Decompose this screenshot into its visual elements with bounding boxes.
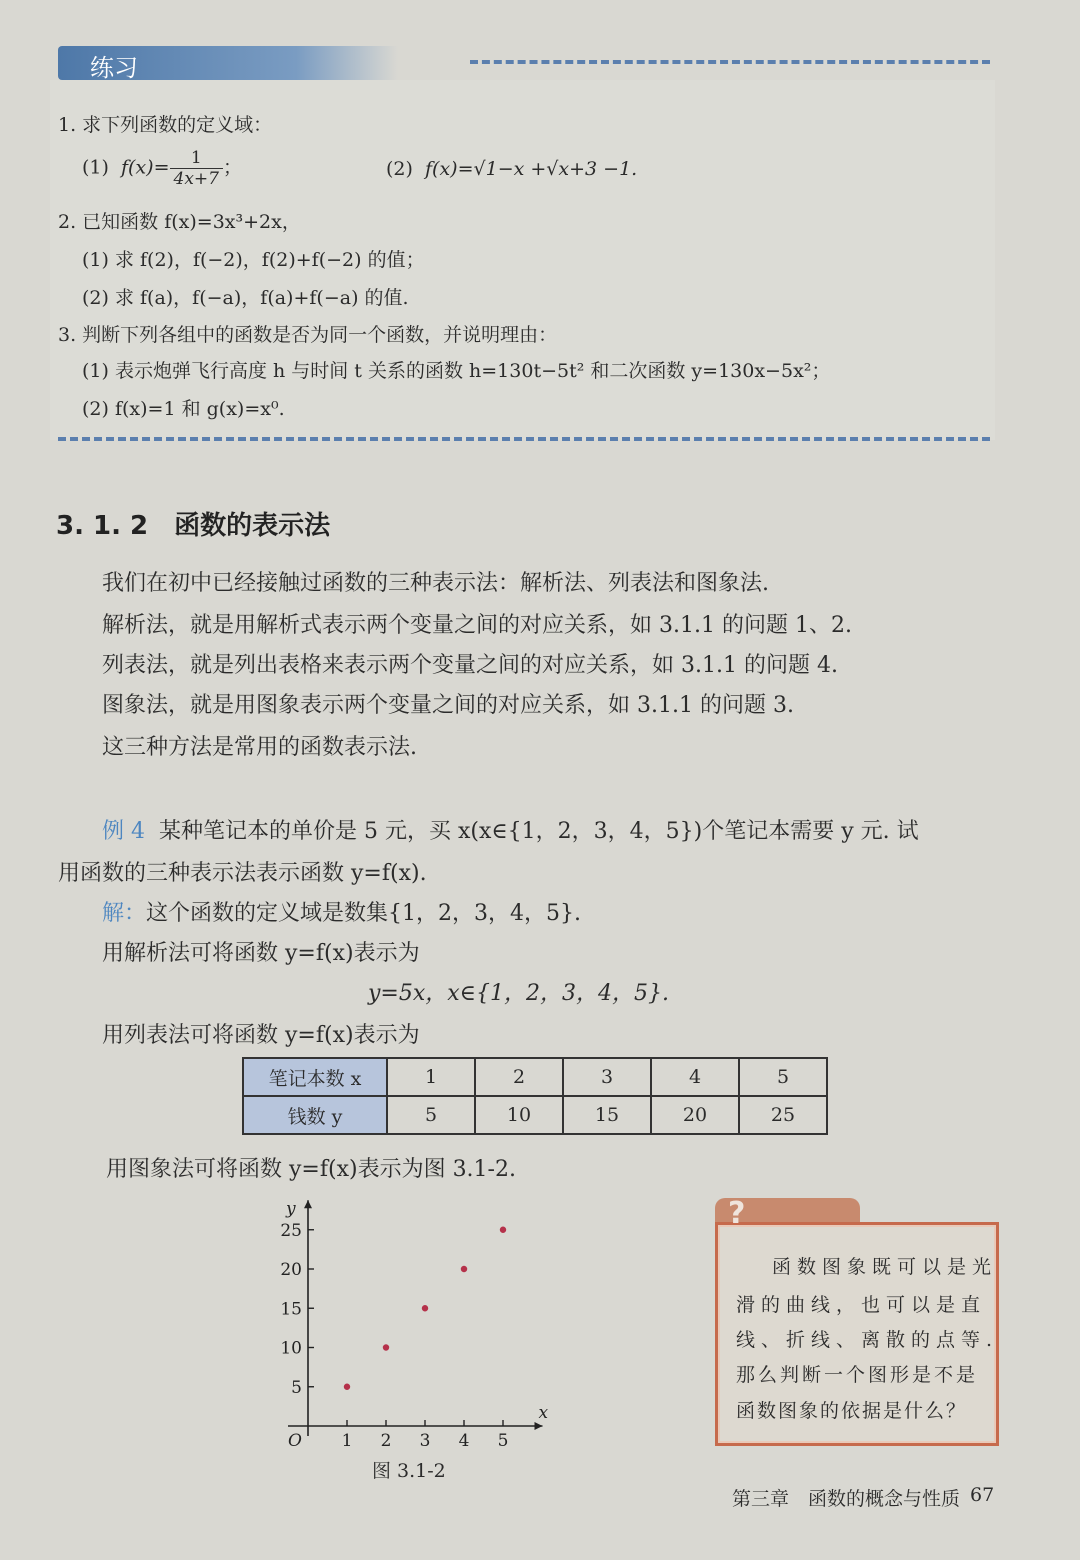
- table-cell: 20: [651, 1096, 739, 1134]
- y-axis-arrow-icon: [304, 1200, 312, 1208]
- table-cell: 2: [475, 1058, 563, 1096]
- data-point: [344, 1384, 350, 1390]
- section-paragraph: 我们在初中已经接触过函数的三种表示法：解析法、列表法和图象法.: [102, 571, 769, 596]
- table-header-y: 钱数 y: [243, 1096, 387, 1134]
- solution-formula: y=5x，x∈{1，2，3，4，5}.: [368, 981, 669, 1006]
- q1-part1-end: ；: [222, 156, 242, 179]
- table-row: [243, 1058, 827, 1096]
- q1-part1-label: (1): [82, 156, 109, 179]
- q1-part1: [82, 148, 242, 189]
- note-line: 那么判断一个图形是不是: [736, 1364, 979, 1386]
- section-paragraph: 这三种方法是常用的函数表示法.: [102, 735, 417, 760]
- q1-part1-lhs: f(x)=: [121, 156, 170, 179]
- table-cell: 5: [739, 1058, 827, 1096]
- table-row: [243, 1096, 827, 1134]
- footer-chapter: 第三章 函数的概念与性质: [732, 1488, 961, 1510]
- q1-part2-label: (2): [386, 158, 413, 180]
- q1-part2-expr: f(x)=√1−x +√x+3 −1.: [425, 158, 638, 180]
- example-line1-text: 某种笔记本的单价是 5 元，买 x(x∈{1，2，3，4，5})个笔记本需要 y 元. 试: [159, 819, 919, 844]
- y-tick-label: 25: [280, 1220, 302, 1241]
- data-point: [461, 1266, 467, 1272]
- x-tick-label: 4: [458, 1431, 470, 1451]
- x-tick-label: 2: [380, 1431, 392, 1451]
- table-cell: 3: [563, 1058, 651, 1096]
- q1-stem: 1. 求下列函数的定义域：: [58, 114, 273, 136]
- note-line: 线、折线、离散的点等.: [736, 1329, 999, 1351]
- y-tick-label: 10: [280, 1338, 302, 1359]
- fraction-numerator: 1: [170, 148, 223, 169]
- solution-line2: 用解析法可将函数 y=f(x)表示为: [102, 941, 420, 966]
- top-dashed-divider: [470, 60, 990, 64]
- q3-stem: 3. 判断下列各组中的函数是否为同一个函数，并说明理由：: [58, 324, 558, 346]
- y-tick-label: 5: [291, 1377, 302, 1398]
- value-table: [242, 1057, 828, 1135]
- section-title: 3. 1. 2 函数的表示法: [56, 511, 331, 541]
- example-label: 例 4: [102, 819, 145, 844]
- table-cell: 10: [475, 1096, 563, 1134]
- exercise-tab-label: 练习: [90, 54, 138, 82]
- example-line2: 用函数的三种表示法表示函数 y=f(x).: [58, 861, 427, 886]
- bottom-dashed-divider: [58, 437, 990, 441]
- x-tick-label: 5: [497, 1431, 509, 1451]
- q1-part2: [386, 158, 637, 180]
- page-number: 67: [970, 1484, 995, 1506]
- table-header-x: 笔记本数 x: [243, 1058, 387, 1096]
- section-paragraph: 列表法，就是列出表格来表示两个变量之间的对应关系，如 3.1.1 的问题 4.: [102, 653, 838, 678]
- exercise-tab: [58, 46, 398, 80]
- data-point: [422, 1305, 428, 1311]
- q2-stem: 2. 已知函数 f(x)=3x³+2x，: [58, 211, 301, 233]
- note-line: 函数图象的依据是什么？: [736, 1400, 968, 1422]
- solution-line1: [102, 896, 581, 927]
- x-tick-label: 1: [341, 1431, 353, 1451]
- data-point: [500, 1227, 506, 1233]
- note-line: 函数图象既可以是光: [772, 1256, 998, 1278]
- y-tick-label: 20: [280, 1260, 302, 1280]
- table-cell: 15: [563, 1096, 651, 1134]
- solution-label: 解：: [102, 901, 147, 926]
- table-cell: 5: [387, 1096, 475, 1134]
- x-axis-label: x: [538, 1403, 549, 1423]
- table-cell: 1: [387, 1058, 475, 1096]
- example-line1: [102, 814, 919, 845]
- table-cell: 4: [651, 1058, 739, 1096]
- x-axis-arrow-icon: [535, 1422, 543, 1430]
- y-tick-label: 15: [280, 1299, 302, 1320]
- solution-line4: 用图象法可将函数 y=f(x)表示为图 3.1-2.: [106, 1157, 516, 1182]
- section-paragraph: 解析法，就是用解析式表示两个变量之间的对应关系，如 3.1.1 的问题 1、2.: [102, 613, 852, 638]
- y-axis-label: y: [286, 1199, 296, 1220]
- figure-caption: 图 3.1-2: [372, 1460, 446, 1482]
- q1-fraction: [170, 148, 223, 189]
- data-point: [383, 1344, 389, 1350]
- fraction-denominator: 4x+7: [173, 169, 219, 189]
- solution-line1-text: 这个函数的定义域是数集{1，2，3，4，5}.: [146, 901, 581, 926]
- origin-label: O: [288, 1431, 302, 1451]
- x-tick-label: 3: [419, 1431, 431, 1451]
- table-cell: 25: [739, 1096, 827, 1134]
- q3-part2: (2) f(x)=1 和 g(x)=x⁰.: [82, 398, 285, 420]
- q2-part2: (2) 求 f(a)，f(−a)，f(a)+f(−a) 的值.: [82, 287, 409, 309]
- solution-line3: 用列表法可将函数 y=f(x)表示为: [102, 1023, 420, 1048]
- q2-part1: (1) 求 f(2)，f(−2)，f(2)+f(−2) 的值；: [82, 249, 425, 271]
- section-paragraph: 图象法，就是用图象表示两个变量之间的对应关系，如 3.1.1 的问题 3.: [102, 693, 794, 718]
- q3-part1: (1) 表示炮弹飞行高度 h 与时间 t 关系的函数 h=130t−5t² 和二次函数 y=130x−5x²；: [82, 360, 831, 382]
- question-mark-icon: ?: [728, 1196, 746, 1231]
- scatter-chart: [270, 1180, 549, 1451]
- note-line: 滑的曲线，也可以是直: [736, 1294, 987, 1316]
